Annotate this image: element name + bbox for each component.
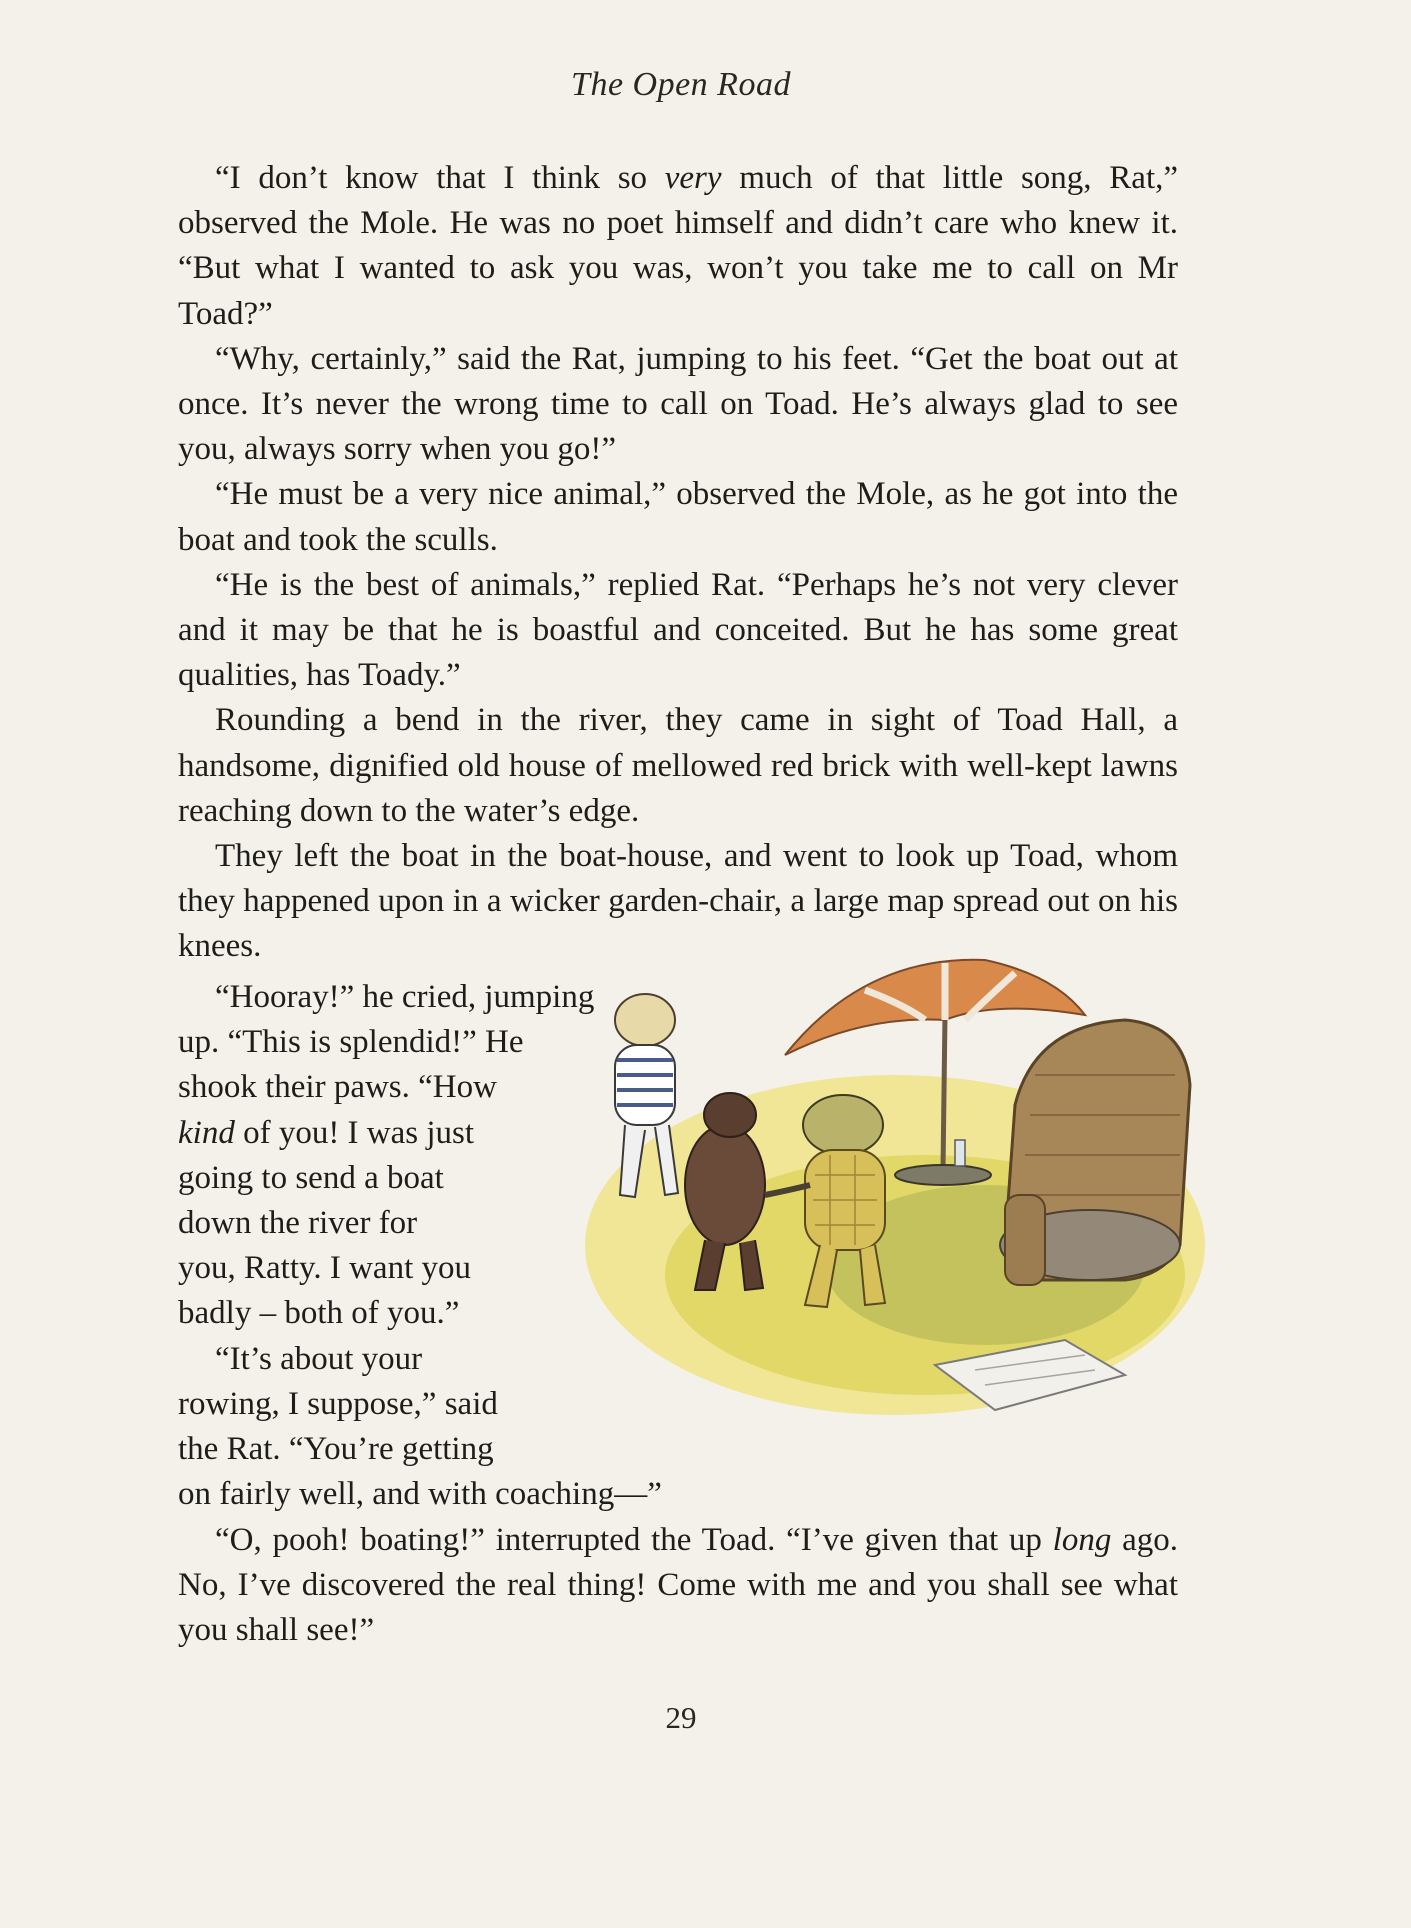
umbrella-pole — [943, 1015, 945, 1170]
text-line: down the river for — [178, 1204, 418, 1241]
garden-table — [895, 1165, 991, 1185]
rat-jersey — [615, 1045, 675, 1125]
paragraph: Rounding a bend in the river, they came in sight of Toad Hall, a handsome, dignified old house of mellowed red brick with well-kept lawns reaching down to the water’s edge. — [178, 702, 1178, 829]
text-line: badly – both of you.” — [178, 1295, 460, 1332]
paragraph: “He is the best of animals,” replied Rat. “Perhaps he’s not very clever and it may be that he is boastful and conceited. But he has some great qualities, has Toady.” — [178, 566, 1178, 694]
running-head: The Open Road — [571, 66, 791, 103]
text-line: the Rat. “You’re getting — [178, 1430, 494, 1467]
page-number: 29 — [665, 1700, 697, 1735]
text-line: up. “This is splendid!” He — [178, 1024, 524, 1061]
body-text-bottom — [178, 1518, 1178, 1654]
toad-head — [803, 1095, 883, 1155]
text-line: “Hooray!” he cried, jumping — [215, 979, 595, 1015]
paragraph: They left the boat in the boat-house, and went to look up Toad, whom they happened upon in a wicker garden-chair, a large map spread out on his knees. — [178, 838, 1178, 965]
text-line: on fairly well, and with coaching—” — [178, 1476, 662, 1513]
paragraph: “I don’t know that I think so very much of that little song, Rat,” observed the Mole. He was no poet himself and didn’t care who knew it. “But what I wanted to ask you was, won’t you take me to call on Mr Toad?” — [178, 160, 1179, 332]
text-line: you, Ratty. I want you — [178, 1250, 471, 1287]
body-text-top — [178, 156, 1178, 970]
drinking-glass — [955, 1140, 965, 1166]
chair-arm — [1005, 1195, 1045, 1285]
paragraph: “O, pooh! boating!” interrupted the Toad. “I’ve given that up long ago. No, I’ve discovered the real thing! Come with me and you shall see what you shall see!” — [178, 1522, 1178, 1649]
paragraph: “He must be a very nice animal,” observed the Mole, as he got into the boat and took the sculls. — [178, 476, 1178, 558]
paragraph: “Why, certainly,” said the Rat, jumping to his feet. “Get the boat out at once. It’s never the wrong time to call on Toad. He’s always glad to see you, always sorry when you go!” — [178, 340, 1178, 468]
mole-body — [685, 1125, 765, 1245]
text-line: “It’s about your — [215, 1340, 423, 1377]
rat-head — [615, 994, 675, 1046]
text-line: kind of you! I was just — [178, 1114, 475, 1151]
mole-head — [704, 1093, 756, 1137]
text-line: shook their paws. “How — [178, 1069, 497, 1106]
umbrella-canopy — [785, 960, 1085, 1055]
text-line: rowing, I suppose,” said — [178, 1385, 498, 1422]
text-line: going to send a boat — [178, 1159, 444, 1196]
illustration-toad-garden — [565, 945, 1205, 1505]
